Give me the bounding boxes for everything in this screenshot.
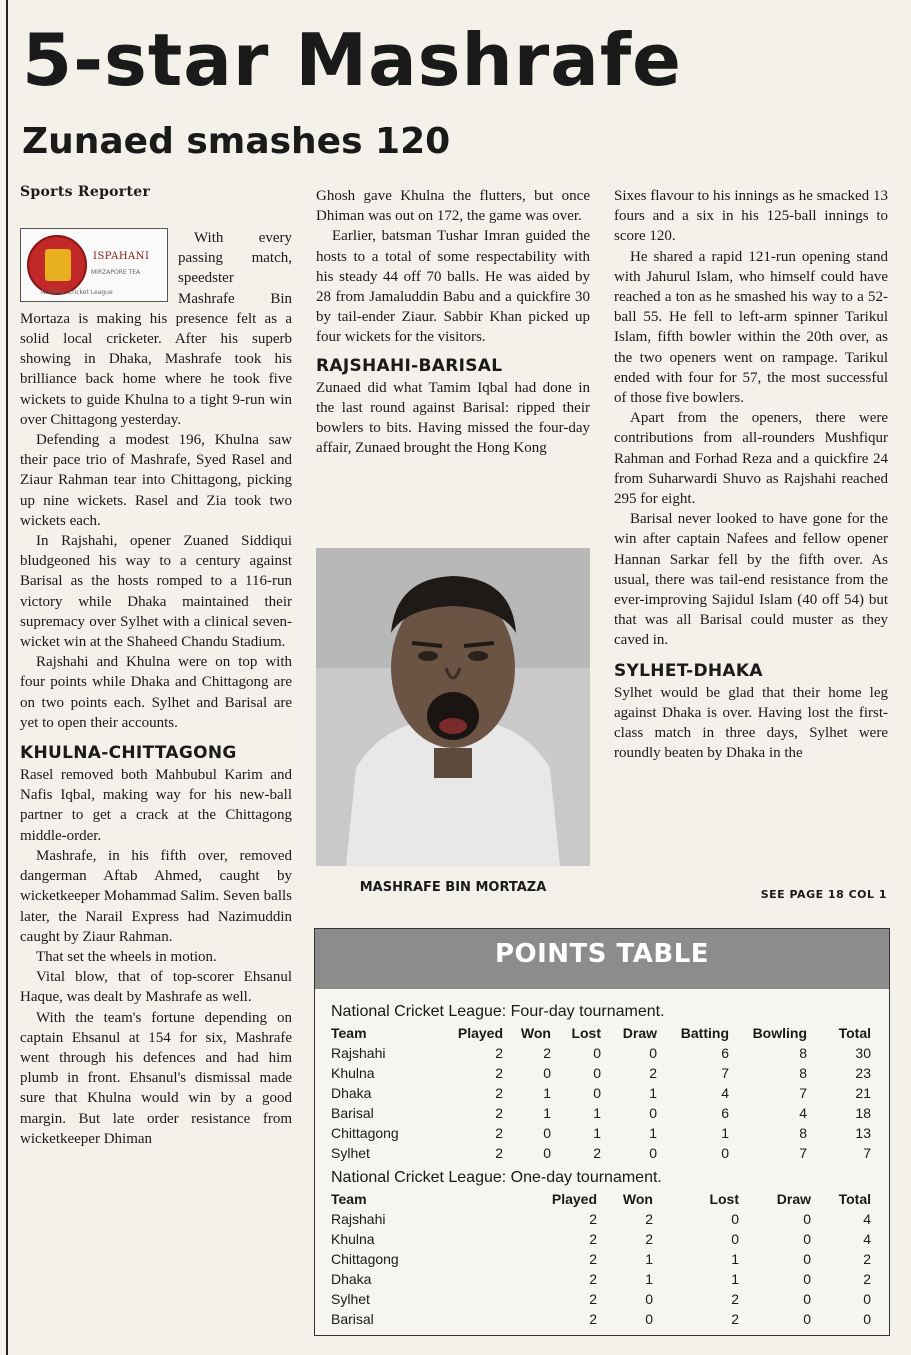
table-cell: 2 xyxy=(593,1145,601,1161)
table-row xyxy=(331,1143,871,1163)
table-cell: 4 xyxy=(863,1211,871,1227)
table-cell: 2 xyxy=(645,1231,653,1247)
paragraph: Sixes flavour to his innings as he smacked 13 fours and a six in his 125-ball innings to score 120. xyxy=(614,188,888,245)
team-name: Rajshahi xyxy=(331,1045,386,1061)
table-cell: 2 xyxy=(495,1045,503,1061)
table-cell: 2 xyxy=(495,1145,503,1161)
headline: 5-star Mashrafe xyxy=(22,18,683,102)
table-cell: 2 xyxy=(589,1311,597,1327)
table-cell: 2 xyxy=(589,1251,597,1267)
team-name: Dhaka xyxy=(331,1271,372,1287)
logo-line: National Cricket League xyxy=(41,289,113,296)
table-row xyxy=(331,1229,871,1249)
table-cell: 0 xyxy=(803,1271,811,1287)
column-header: Lost xyxy=(709,1191,739,1207)
team-name: Rajshahi xyxy=(331,1211,386,1227)
table-row xyxy=(331,1063,871,1083)
paragraph: Rajshahi and Khulna were on top with four points while Dhaka and Chittagong are on two points each. Sylhet and Barisal are yet to open their accounts. xyxy=(20,654,292,731)
table-cell: 7 xyxy=(799,1145,807,1161)
points-table-box xyxy=(314,928,890,1336)
player-photo-image xyxy=(316,548,590,866)
table-cell: 4 xyxy=(721,1085,729,1101)
table-cell: 18 xyxy=(855,1105,871,1121)
team-name: Barisal xyxy=(331,1105,374,1121)
article-column-3 xyxy=(614,186,888,763)
logo-brand: ISPAHANI xyxy=(93,251,150,262)
table-cell: 1 xyxy=(593,1105,601,1121)
table-cell: 0 xyxy=(731,1231,739,1247)
table-cell: 0 xyxy=(543,1125,551,1141)
article-column-2 xyxy=(316,186,590,458)
table-cell: 0 xyxy=(649,1105,657,1121)
paragraph: Sylhet would be glad that their home leg against Dhaka is over. Having lost the first-class match in three days, Sylhet were roundly beaten by Dhaka in the xyxy=(614,684,888,762)
table-cell: 1 xyxy=(543,1085,551,1101)
team-name: Khulna xyxy=(331,1065,375,1081)
one-day-title: National Cricket League: One-day tournament. xyxy=(331,1169,662,1186)
column-header: Batting xyxy=(680,1025,729,1041)
column-header: Played xyxy=(457,1025,503,1041)
table-cell: 2 xyxy=(649,1065,657,1081)
points-table-banner xyxy=(315,929,889,989)
table-cell: 0 xyxy=(645,1311,653,1327)
section-heading: KHULNA-CHITTAGONG xyxy=(20,743,237,764)
logo-line: MIRZAPORE TEA xyxy=(91,269,141,276)
table-cell: 7 xyxy=(799,1085,807,1101)
team-name: Barisal xyxy=(331,1311,374,1327)
table-cell: 2 xyxy=(731,1311,739,1327)
table-cell: 8 xyxy=(799,1045,807,1061)
column-header: Draw xyxy=(622,1025,657,1041)
column-header: Bowling xyxy=(752,1025,807,1041)
table-cell: 2 xyxy=(543,1045,551,1061)
table-cell: 2 xyxy=(589,1291,597,1307)
team-name: Khulna xyxy=(331,1231,375,1247)
column-header: Team xyxy=(331,1191,367,1207)
table-cell: 0 xyxy=(649,1145,657,1161)
table-cell: 1 xyxy=(645,1251,653,1267)
table-cell: 0 xyxy=(803,1211,811,1227)
table-cell: 1 xyxy=(543,1105,551,1121)
team-name: Chittagong xyxy=(331,1251,399,1267)
column-header: Total xyxy=(838,1191,871,1207)
table-cell: 0 xyxy=(649,1045,657,1061)
table-cell: 2 xyxy=(495,1065,503,1081)
table-cell: 2 xyxy=(863,1251,871,1267)
table-row xyxy=(331,1209,871,1229)
table-cell: 1 xyxy=(649,1085,657,1101)
table-cell: 4 xyxy=(799,1105,807,1121)
table-cell: 0 xyxy=(543,1065,551,1081)
article-column-1 xyxy=(20,228,292,1149)
table-cell: 2 xyxy=(589,1211,597,1227)
photo-caption: MASHRAFE BIN MORTAZA xyxy=(359,880,547,895)
table-row xyxy=(331,1083,871,1103)
paragraph: Rasel removed both Mahbubul Karim and Nafis Iqbal, making way for his new-ball partner to get a crack at the Chittagong middle-order. xyxy=(20,767,292,844)
table-cell: 1 xyxy=(645,1271,653,1287)
table-row xyxy=(331,1269,871,1289)
table-row xyxy=(331,1123,871,1143)
paragraph: With every passing match, speedster Mashrafe Bin Mortaza is making his presence felt as a solid local cricketer. After his superb showing in Dhaka, Mashrafe took his brilliance back home where he took five wickets to guide Khulna to a tight 9-run win over Chittagong yesterday. xyxy=(20,230,292,428)
byline: Sports Reporter xyxy=(20,184,151,200)
column-header: Total xyxy=(838,1025,871,1041)
table-cell: 1 xyxy=(731,1271,739,1287)
table-cell: 7 xyxy=(721,1065,729,1081)
column-header: Lost xyxy=(571,1025,601,1041)
table-cell: 0 xyxy=(593,1065,601,1081)
table-cell: 6 xyxy=(721,1045,729,1061)
team-name: Sylhet xyxy=(331,1145,370,1161)
table-cell: 2 xyxy=(495,1125,503,1141)
table-cell: 2 xyxy=(731,1291,739,1307)
points-table-body xyxy=(331,1001,879,1333)
section-heading: RAJSHAHI-BARISAL xyxy=(316,355,503,376)
table-cell: 30 xyxy=(855,1045,871,1061)
logo-emblem-icon xyxy=(27,235,87,295)
table-cell: 7 xyxy=(863,1145,871,1161)
table-cell: 2 xyxy=(589,1271,597,1287)
paragraph: Earlier, batsman Tushar Imran guided the hosts to a total of some respectability with his steady 44 off 70 balls. He was aided by 28 from Jamaluddin Babu and a quickfire 30 by tail-ender Ziaur. Sabbir Khan picked up four wickets for the visitors. xyxy=(316,228,590,346)
player-photo xyxy=(316,548,590,866)
table-row xyxy=(331,1309,871,1329)
table-cell: 2 xyxy=(589,1231,597,1247)
column-rule xyxy=(6,0,8,1355)
table-cell: 13 xyxy=(855,1125,871,1141)
paragraph: Barisal never looked to have gone for the win after captain Nafees and fellow opener Hannan Sarkar fell by the fifth over. As usual, there was tail-end resistance from the ever-improving Sajidul Islam (40 off 54) but that was all Barisal could muster as they caved in. xyxy=(614,511,888,649)
table-cell: 0 xyxy=(863,1311,871,1327)
table-header-row xyxy=(331,1023,871,1043)
table-row xyxy=(331,1249,871,1269)
table-cell: 1 xyxy=(731,1251,739,1267)
table-cell: 0 xyxy=(863,1291,871,1307)
table-cell: 0 xyxy=(803,1291,811,1307)
table-row xyxy=(331,1043,871,1063)
one-day-table xyxy=(331,1189,871,1329)
tea-packet-icon xyxy=(45,249,71,281)
four-day-title: National Cricket League: Four-day tournament. xyxy=(331,1003,665,1020)
sponsor-logo xyxy=(20,228,168,302)
table-cell: 8 xyxy=(799,1065,807,1081)
team-name: Dhaka xyxy=(331,1085,372,1101)
team-name: Chittagong xyxy=(331,1125,399,1141)
table-cell: 0 xyxy=(731,1211,739,1227)
column-header: Won xyxy=(520,1025,551,1041)
table-cell: 1 xyxy=(593,1125,601,1141)
column-header: Team xyxy=(331,1025,367,1041)
table-cell: 21 xyxy=(855,1085,871,1101)
column-header: Played xyxy=(551,1191,597,1207)
table-cell: 0 xyxy=(593,1045,601,1061)
table-cell: 0 xyxy=(803,1311,811,1327)
paragraph: He shared a rapid 121-run opening stand with Jahurul Islam, who himself could have reached a ton as he smashed his way to a 52-ball 55. He fell to left-arm spinner Tarikul Islam, fifth bowler within the 20th over, as the two openers went on rampage. Tarikul ended with four for 57, the most successful of those five bowlers. xyxy=(614,248,888,407)
section-heading: SYLHET-DHAKA xyxy=(614,660,763,681)
table-cell: 2 xyxy=(645,1211,653,1227)
continuation-note: SEE PAGE 18 COL 1 xyxy=(760,888,887,901)
table-cell: 0 xyxy=(593,1085,601,1101)
table-cell: 23 xyxy=(855,1065,871,1081)
table-cell: 0 xyxy=(721,1145,729,1161)
table-row xyxy=(331,1289,871,1309)
table-cell: 0 xyxy=(543,1145,551,1161)
points-table-title: POINTS TABLE xyxy=(494,939,710,969)
table-cell: 4 xyxy=(863,1231,871,1247)
paragraph: Ghosh gave Khulna the flutters, but once Dhiman was out on 172, the game was over. xyxy=(316,188,590,225)
paragraph: Zunaed did what Tamim Iqbal had done in the last round against Barisal: ripped their bowlers to bits. Having missed the four-day affair, Zunaed brought the Hong Kong xyxy=(316,379,590,457)
table-cell: 8 xyxy=(799,1125,807,1141)
four-day-table xyxy=(331,1023,871,1163)
column-header: Draw xyxy=(776,1191,811,1207)
table-cell: 0 xyxy=(803,1251,811,1267)
paragraph: That set the wheels in motion. xyxy=(36,948,217,965)
paragraph: Apart from the openers, there were contributions from all-rounders Mushfiqur Rahman and Forhad Reza and a quickfire 24 from Suharwardi Shuvo as Rajshahi reached 295 for eight. xyxy=(614,410,888,508)
table-cell: 1 xyxy=(649,1125,657,1141)
paragraph: Vital blow, that of top-scorer Ehsanul Haque, was dealt by Mashrafe as well. xyxy=(20,969,292,1006)
paragraph: In Rajshahi, opener Zuaned Siddiqui bludgeoned his way to a century against Barisal as the hosts romped to a 116-run victory while Dhaka maintained their supremacy over Sylhet with a clinical seven-wicket win at the Shaheed Chandu Stadium. xyxy=(20,533,292,651)
subheadline: Zunaed smashes 120 xyxy=(22,121,451,162)
table-cell: 2 xyxy=(863,1271,871,1287)
table-cell: 0 xyxy=(803,1231,811,1247)
paragraph: Mashrafe, in his fifth over, removed dangerman Aftab Ahmed, caught by wicketkeeper Mohammad Salim. Seven balls later, the Narail Express had Nazimuddin caught by Ziaur Rahman. xyxy=(20,847,292,945)
table-cell: 6 xyxy=(721,1105,729,1121)
table-cell: 2 xyxy=(495,1105,503,1121)
column-header: Won xyxy=(622,1191,653,1207)
team-name: Sylhet xyxy=(331,1291,370,1307)
paragraph: Defending a modest 196, Khulna saw their pace trio of Mashrafe, Syed Rasel and Ziaur Rahman tear into Chittagong, picking up nine wickets. Rasel and Zia took two wickets each. xyxy=(20,432,292,529)
paragraph: With the team's fortune depending on captain Ehsanul at 154 for six, Mashrafe went through his defences and had him plumb in front. Ehsanul's dismissal made sure that Khulna would win by a good margin. But late order resistance from wicketkeeper Dhiman xyxy=(20,1009,292,1147)
table-cell: 0 xyxy=(645,1291,653,1307)
table-row xyxy=(331,1103,871,1123)
table-cell: 1 xyxy=(721,1125,729,1141)
table-cell: 2 xyxy=(495,1085,503,1101)
table-header-row xyxy=(331,1189,871,1209)
